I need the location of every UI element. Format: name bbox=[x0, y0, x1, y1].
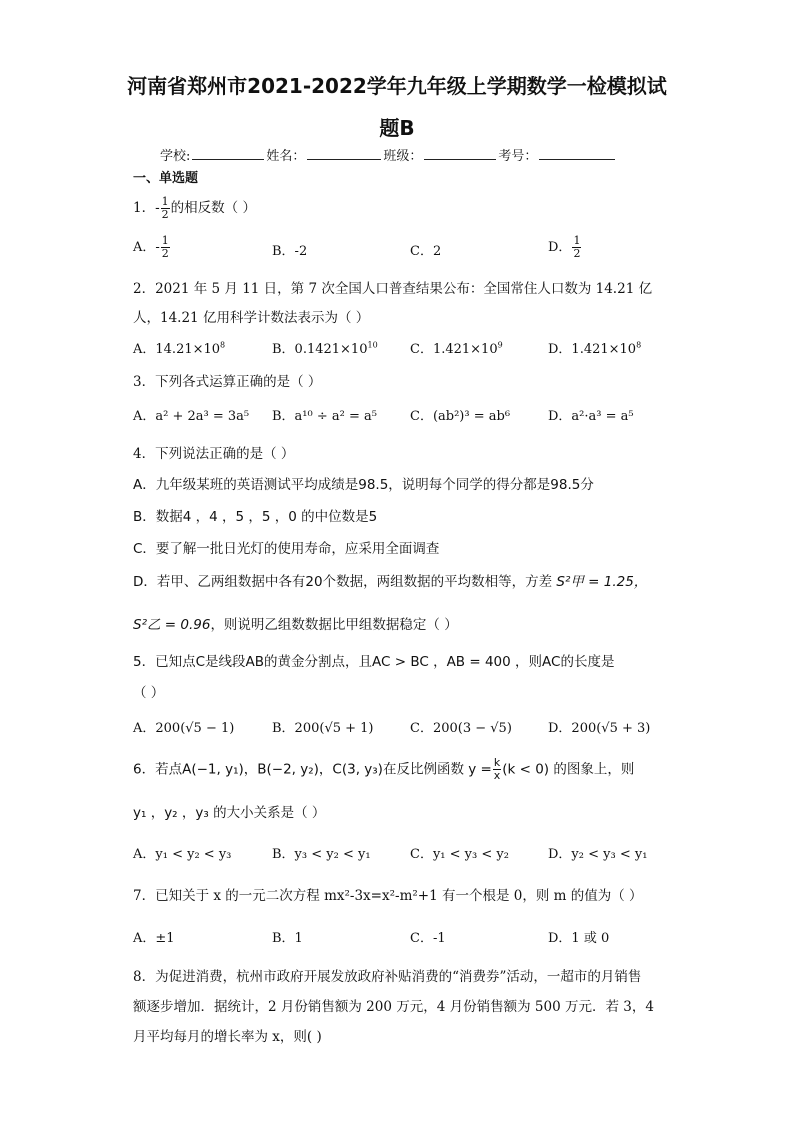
student-info-row bbox=[160, 145, 617, 164]
name-label: 姓名： bbox=[266, 149, 306, 164]
q2-option-b[interactable]: B．$0.1421\times 10^{10}$ bbox=[272, 340, 378, 357]
class-blank[interactable] bbox=[424, 147, 496, 160]
question-7-stem: 7．已知关于 x 的一元二次方程 mx²-3x=x²-m²+1 有一个根是 0，则 m 的值为（ ） bbox=[133, 888, 643, 904]
q6-option-c[interactable]: C．y₁ < y₃ < y₂ bbox=[410, 847, 509, 862]
q6-option-d[interactable]: D．y₂ < y₃ < y₁ bbox=[548, 847, 648, 862]
q5-option-b[interactable]: B．200(√5 + 1) bbox=[272, 721, 374, 736]
question-1-stem: 1．- $\frac{1}{2}$ 的相反数（ ） bbox=[133, 195, 256, 221]
q4-option-d-line2: S²乙 = 0.96，则说明乙组数数据比甲组数据稳定（ ） bbox=[133, 617, 458, 633]
question-2-line2: 人，14.21 亿用科学计数法表示为（ ） bbox=[133, 310, 370, 326]
q4-option-c[interactable]: C．要了解一批日光灯的使用寿命，应采用全面调查 bbox=[133, 541, 440, 557]
q5-option-d[interactable]: D．200(√5 + 3) bbox=[548, 721, 651, 736]
q2-option-d[interactable]: D．$1.421\times 10^8$ bbox=[548, 340, 642, 357]
q1-option-d[interactable]: D． $\frac{1}{2}$ bbox=[548, 234, 581, 260]
question-8-line2: 额逐步增加．据统计，2 月份销售额为 200 万元，4 月份销售额为 500 万元．若 3，4 bbox=[133, 999, 654, 1015]
variance-b: S²乙 = 0.96 bbox=[133, 617, 211, 633]
q3-option-d[interactable]: D．a²·a³ = a⁵ bbox=[548, 409, 634, 424]
class-label: 班级： bbox=[383, 149, 423, 164]
q3-option-a[interactable]: A．a² + 2a³ = 3a⁵ bbox=[133, 409, 250, 424]
question-5-paren: （ ） bbox=[133, 685, 165, 701]
q6-option-b[interactable]: B．y₃ < y₂ < y₁ bbox=[272, 847, 371, 862]
q7-option-d[interactable]: D．1 或 0 bbox=[548, 931, 610, 946]
q7-option-b[interactable]: B．1 bbox=[272, 931, 303, 946]
page-title-line1: 河南省郑州市2021-2022学年九年级上学期数学一检模拟试 bbox=[127, 74, 667, 98]
question-4-stem: 4．下列说法正确的是（ ） bbox=[133, 446, 295, 462]
q4-option-a[interactable]: A．九年级某班的英语测试平均成绩是98.5，说明每个同学的得分都是98.5分 bbox=[133, 477, 594, 493]
variance-a: S²甲 = 1.25， bbox=[556, 574, 648, 590]
fraction: $\frac{k}{x}$ bbox=[493, 756, 501, 782]
q5-option-a[interactable]: A．200(√5 − 1) bbox=[133, 721, 235, 736]
question-6-line1: 6．若点A(−1, y₁)，B(−2, y₂)，C(3, y₃)在反比例函数 y = $\frac{k}{x}$ (k < 0) 的图象上，则 bbox=[133, 756, 635, 782]
q1-option-b[interactable]: B．-2 bbox=[272, 244, 308, 259]
question-3-stem: 3．下列各式运算正确的是（ ） bbox=[133, 374, 322, 390]
question-8-line1: 8．为促进消费，杭州市政府开展发放政府补贴消费的“消费券”活动，一超市的月销售 bbox=[133, 969, 642, 985]
q4-option-b[interactable]: B．数据4 ，4 ，5 ，5 ，0 的中位数是5 bbox=[133, 509, 378, 525]
q3-option-c[interactable]: C．(ab²)³ = ab⁶ bbox=[410, 409, 511, 424]
page-title-line2: 题B bbox=[379, 116, 415, 140]
q7-option-a[interactable]: A．±1 bbox=[133, 931, 175, 946]
question-8-line3: 月平均每月的增长率为 x，则( ) bbox=[133, 1029, 322, 1045]
name-blank[interactable] bbox=[307, 147, 381, 160]
q3-option-b[interactable]: B．a¹⁰ ÷ a² = a⁵ bbox=[272, 409, 377, 424]
question-5-stem: 5．已知点C是线段AB的黄金分割点，且AC > BC ，AB = 400 ，则AC的长度是 bbox=[133, 654, 615, 670]
section-heading: 一、单选题 bbox=[133, 171, 199, 186]
fraction: $\frac{1}{2}$ bbox=[161, 195, 169, 221]
q2-option-a[interactable]: A．$14.21\times 10^8$ bbox=[133, 340, 226, 357]
q1-option-a[interactable]: A．- $\frac{1}{2}$ bbox=[133, 234, 169, 260]
number-label: 考号： bbox=[498, 149, 538, 164]
school-label: 学校: bbox=[160, 149, 191, 164]
school-blank[interactable] bbox=[192, 147, 264, 160]
q4-option-d-line1[interactable]: D．若甲、乙两组数据中各有20个数据，两组数据的平均数相等，方差 S²甲 = 1.25， bbox=[133, 574, 648, 590]
q6-option-a[interactable]: A．y₁ < y₂ < y₃ bbox=[133, 847, 232, 862]
question-6-line2: y₁ ，y₂ ，y₃ 的大小关系是（ ） bbox=[133, 805, 326, 821]
q1-option-c[interactable]: C．2 bbox=[410, 244, 442, 259]
q5-option-c[interactable]: C．200(3 − √5) bbox=[410, 721, 512, 736]
number-blank[interactable] bbox=[539, 147, 615, 160]
q2-option-c[interactable]: C．$1.421\times 10^9$ bbox=[410, 340, 503, 357]
q7-option-c[interactable]: C．-1 bbox=[410, 931, 446, 946]
question-2-line1: 2．2021 年 5 月 11 日，第 7 次全国人口普查结果公布：全国常住人口数为 14.21 亿 bbox=[133, 281, 653, 297]
